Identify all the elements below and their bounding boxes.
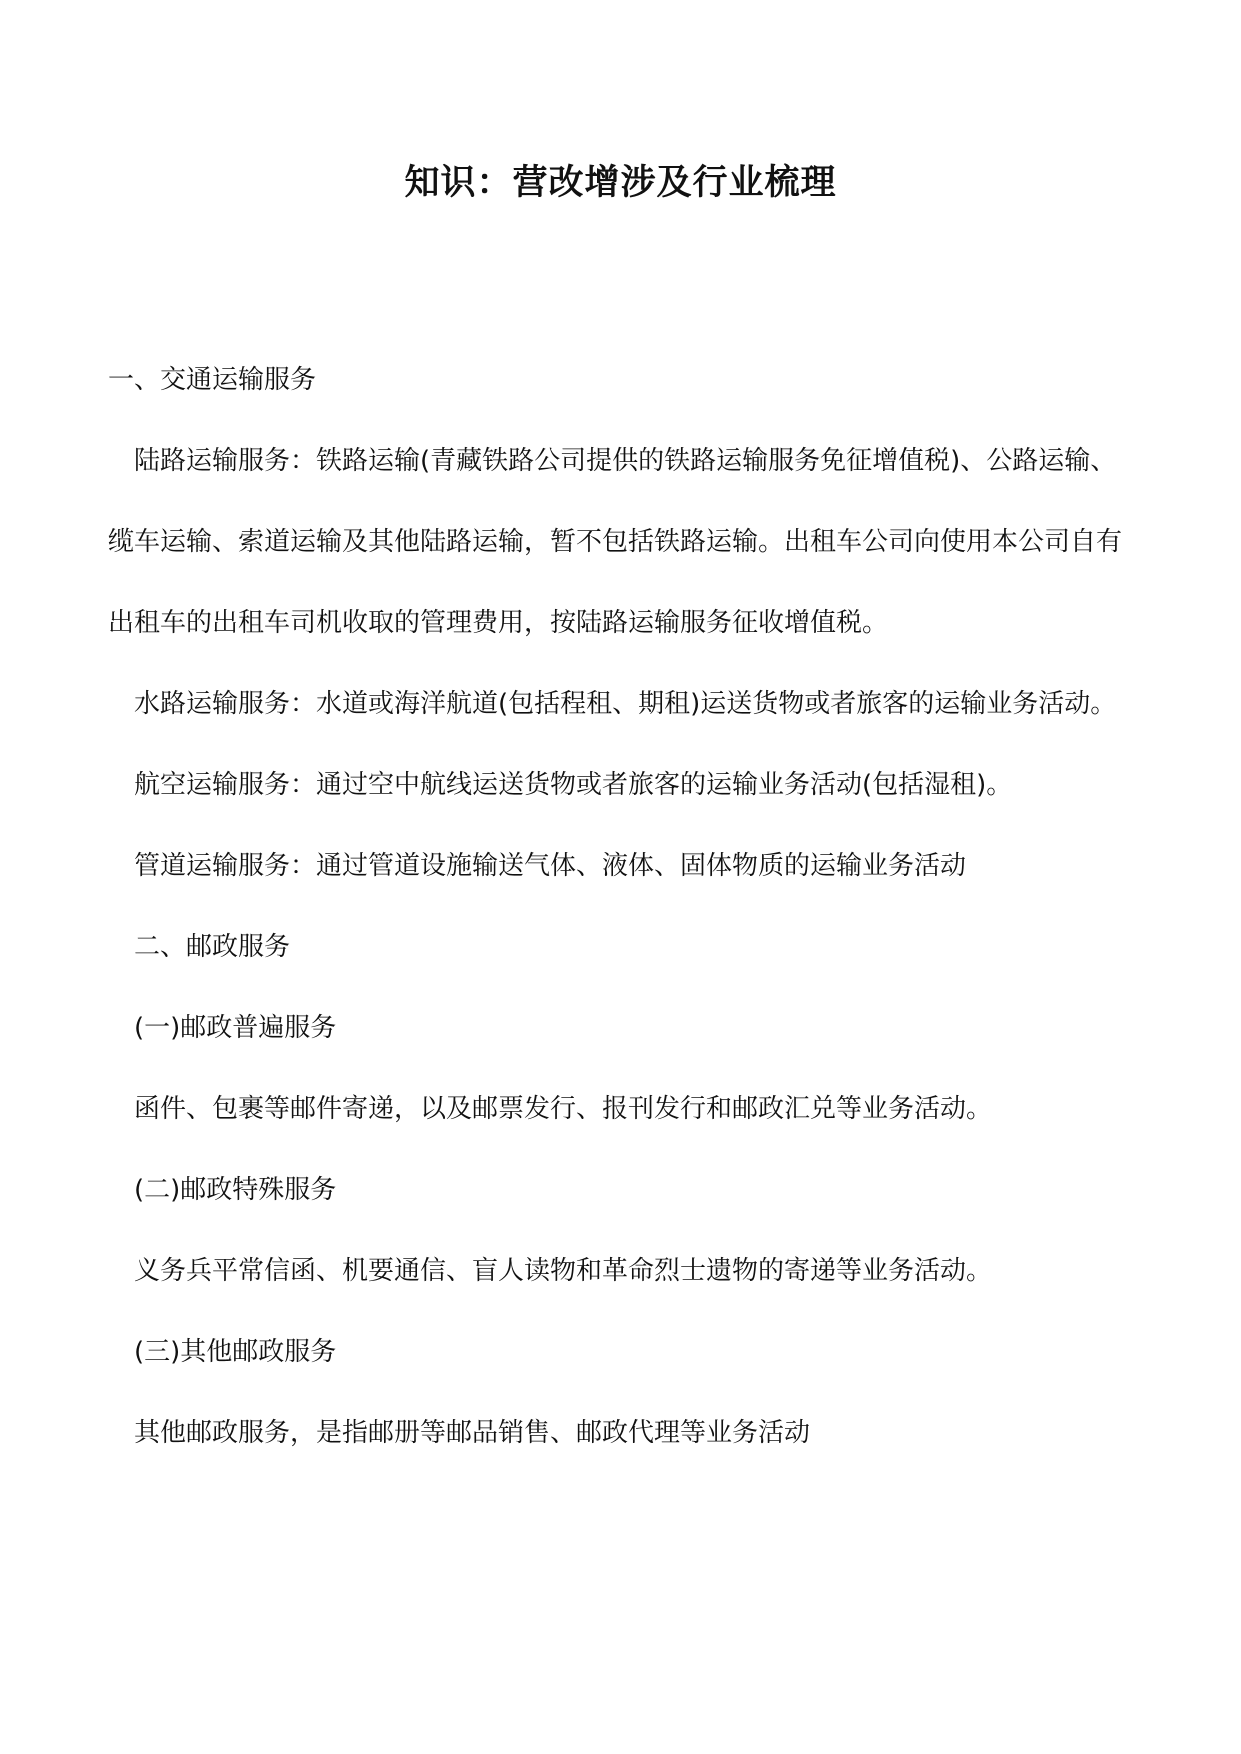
paragraph-water-transport: 水路运输服务：水道或海洋航道(包括程租、期租)运送货物或者旅客的运输业务活动。	[134, 689, 1117, 719]
section-heading-postal: 二、邮政服务	[134, 932, 291, 962]
section-heading-transport: 一、交通运输服务	[108, 365, 317, 395]
paragraph-land-transport: 陆路运输服务：铁路运输(青藏铁路公司提供的铁路运输服务免征增值税)、公路运输、缆车运输、索道运输及其他陆路运输，暂不包括铁路运输。出租车公司向使用本公司自有出租车的出租车司机收取的管理费用，按陆路运输服务征收增值税。	[108, 446, 1123, 638]
paragraph-air-transport: 航空运输服务：通过空中航线运送货物或者旅客的运输业务活动(包括湿租)。	[134, 770, 1013, 800]
paragraph-pipeline-transport: 管道运输服务：通过管道设施输送气体、液体、固体物质的运输业务活动	[134, 851, 967, 881]
document-title: 知识：营改增涉及行业梳理	[404, 163, 837, 203]
subheading-other-postal: (三)其他邮政服务	[134, 1337, 337, 1367]
document-body	[108, 340, 1138, 1474]
paragraph-special-postal: 义务兵平常信函、机要通信、盲人读物和革命烈士遗物的寄递等业务活动。	[134, 1256, 993, 1286]
subheading-universal-postal: (一)邮政普遍服务	[134, 1013, 337, 1043]
subheading-special-postal: (二)邮政特殊服务	[134, 1175, 337, 1205]
paragraph-other-postal: 其他邮政服务，是指邮册等邮品销售、邮政代理等业务活动	[134, 1418, 811, 1448]
paragraph-universal-postal: 函件、包裹等邮件寄递，以及邮票发行、报刊发行和邮政汇兑等业务活动。	[134, 1094, 993, 1124]
